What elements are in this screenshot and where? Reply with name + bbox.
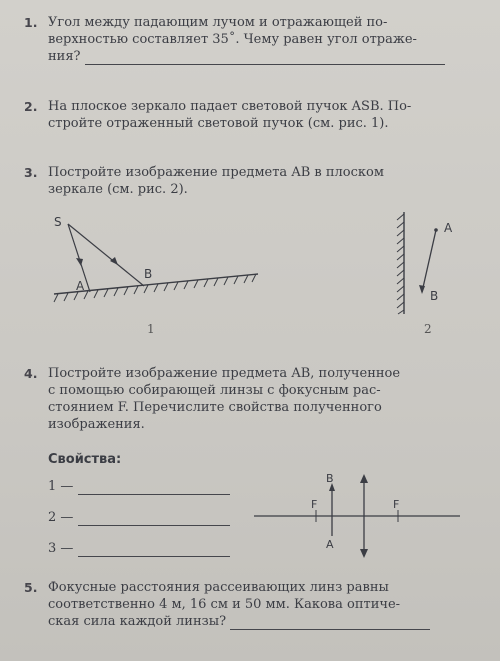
task-text-line: зеркале (см. рис. 2). <box>48 182 188 197</box>
task-text-line: Постройте изображение предмета AB, полученное <box>48 366 401 381</box>
task-5 <box>24 579 476 630</box>
label-a: A <box>444 221 453 235</box>
arrow-head-icon <box>76 258 83 266</box>
task-number: 4. <box>24 366 38 381</box>
task-text-line: с помощью собирающей линзы с фокусным рас- <box>48 383 381 398</box>
property-3-blank[interactable] <box>78 542 230 557</box>
property-number: 2 — <box>48 510 74 525</box>
label-a: A <box>76 279 85 293</box>
label-b: B <box>144 267 153 281</box>
figure-1-caption: 1 <box>147 322 155 336</box>
task-text-line: ния? <box>48 49 81 64</box>
task-number: 1. <box>24 15 38 30</box>
property-1-blank[interactable] <box>78 480 230 495</box>
task-text-line: Постройте изображение предмета AB в плоском <box>48 165 384 180</box>
task-text-line: стройте отраженный световой пучок (см. рис. 1). <box>48 116 389 131</box>
mirror-hatching <box>54 274 256 302</box>
figure-2-caption: 2 <box>424 322 432 336</box>
task-text-last-line <box>48 48 476 65</box>
arrow-head-icon <box>419 285 425 294</box>
label-s: S <box>54 215 62 229</box>
label-a: A <box>326 538 334 551</box>
task-text-line: Фокусные расстояния рассеивающих линз равны <box>48 580 389 595</box>
lens-arrow-down-icon <box>360 549 368 558</box>
answer-blank[interactable] <box>85 50 445 65</box>
property-2-blank[interactable] <box>78 511 230 526</box>
label-f-left: F <box>311 498 318 511</box>
task-number: 3. <box>24 165 38 180</box>
task-text-line: ская сила каждой линзы? <box>48 614 227 629</box>
task-text-last-line <box>48 613 476 630</box>
label-f-right: F <box>393 498 400 511</box>
task-text-line: стоянием F. Перечислите свойства полученного <box>48 400 382 415</box>
task-4 <box>24 365 476 433</box>
task-text-line: верхностью составляет 35˚. Чему равен угол отраже- <box>48 32 417 47</box>
object-ab <box>422 230 436 292</box>
property-number: 3 — <box>48 541 74 556</box>
point-a <box>434 228 438 232</box>
answer-blank[interactable] <box>230 615 430 630</box>
task-text-line: соответственно 4 м, 16 см и 50 мм. Какова оптиче- <box>48 597 401 612</box>
figure-1-mirror-beam <box>40 212 280 312</box>
task-2 <box>24 98 476 132</box>
property-number: 1 — <box>48 479 74 494</box>
label-b: B <box>430 289 439 303</box>
lens-diagram <box>250 468 464 560</box>
figure-2-vertical-mirror <box>384 208 474 318</box>
label-b: B <box>326 472 334 485</box>
lens-arrow-up-icon <box>360 474 368 483</box>
task-text-line: Угол между падающим лучом и отражающей по- <box>48 15 388 30</box>
task-text-line: изображения. <box>48 417 145 432</box>
task-1 <box>24 14 476 65</box>
task-3 <box>24 164 476 198</box>
mirror-hatching <box>397 214 404 314</box>
task-number: 5. <box>24 580 38 595</box>
task-number: 2. <box>24 99 38 114</box>
ray-sb <box>68 224 144 286</box>
properties-heading: Свойства: <box>48 452 122 467</box>
task-text-line: На плоское зеркало падает световой пучок ASB. По- <box>48 99 412 114</box>
arrow-head-icon <box>110 257 118 265</box>
